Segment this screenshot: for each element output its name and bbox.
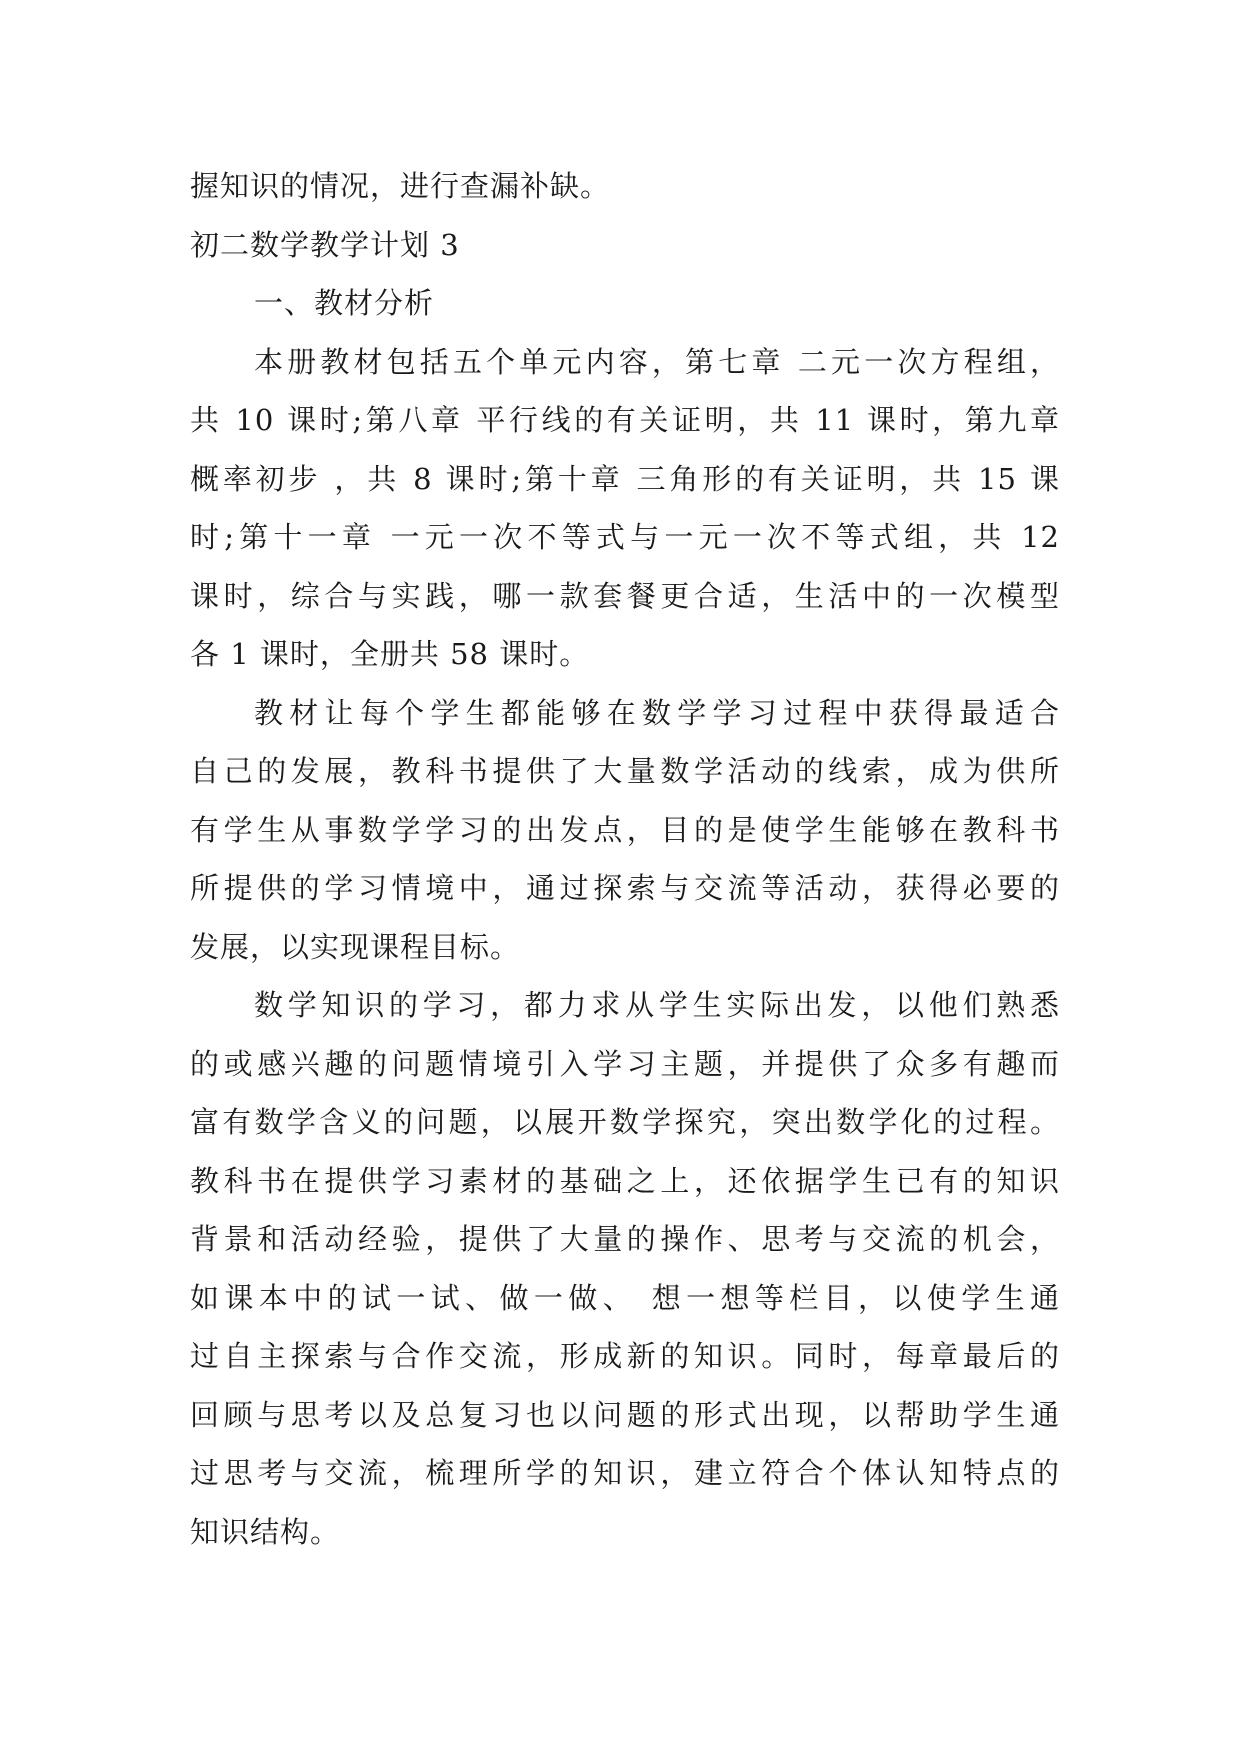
text-line: 概率初步 ，共 8 课时;第十章 三角形的有关证明，共 15 课 xyxy=(190,461,1060,496)
text-line: 自己的发展，教科书提供了大量数学活动的线索，成为供所 xyxy=(190,754,1060,788)
text-line: 的或感兴趣的问题情境引入学习主题，并提供了众多有趣而 xyxy=(190,1046,1060,1081)
text-line: 握知识的情况，进行查漏补缺。 xyxy=(190,169,611,203)
text-line: 背景和活动经验，提供了大量的操作、思考与交流的机会， xyxy=(190,1222,1060,1256)
text-line: 回顾与思考以及总复习也以问题的形式出现，以帮助学生通 xyxy=(190,1397,1060,1432)
text-line: 各 1 课时，全册共 58 课时。 xyxy=(190,637,590,671)
text-line: 教材让每个学生都能够在数学学习过程中获得最适合 xyxy=(254,695,1060,730)
document-body xyxy=(190,157,1060,1561)
text-line: 过自主探索与合作交流，形成新的知识。同时，每章最后的 xyxy=(190,1339,1060,1373)
text-line: 知识结构。 xyxy=(190,1514,341,1549)
text-line: 发展，以实现课程目标。 xyxy=(190,929,521,964)
text-line: 初二数学教学计划 3 xyxy=(190,227,460,262)
text-line: 本册教材包括五个单元内容，第七章 二元一次方程组， xyxy=(254,344,1060,379)
text-line: 如课本中的试一试、做一做、 想一想等栏目，以使学生通 xyxy=(190,1280,1060,1315)
text-line: 一、教材分析 xyxy=(254,286,435,320)
text-line: 数学知识的学习，都力求从学生实际出发，以他们熟悉 xyxy=(254,988,1060,1022)
text-line: 时;第十一章 一元一次不等式与一元一次不等式组，共 12 xyxy=(190,520,1060,554)
text-line: 过思考与交流，梳理所学的知识，建立符合个体认知特点的 xyxy=(190,1456,1060,1490)
text-line: 课时，综合与实践，哪一款套餐更合适，生活中的一次模型 xyxy=(190,578,1060,613)
text-line: 富有数学含义的问题，以展开数学探究，突出数学化的过程。 xyxy=(190,1105,1060,1139)
text-line: 教科书在提供学习素材的基础之上，还依据学生已有的知识 xyxy=(190,1163,1060,1198)
text-line: 共 10 课时;第八章 平行线的有关证明，共 11 课时，第九章 xyxy=(190,403,1060,437)
text-line: 所提供的学习情境中，通过探索与交流等活动，获得必要的 xyxy=(190,871,1060,905)
text-line: 有学生从事数学学习的出发点，目的是使学生能够在教科书 xyxy=(190,812,1060,847)
